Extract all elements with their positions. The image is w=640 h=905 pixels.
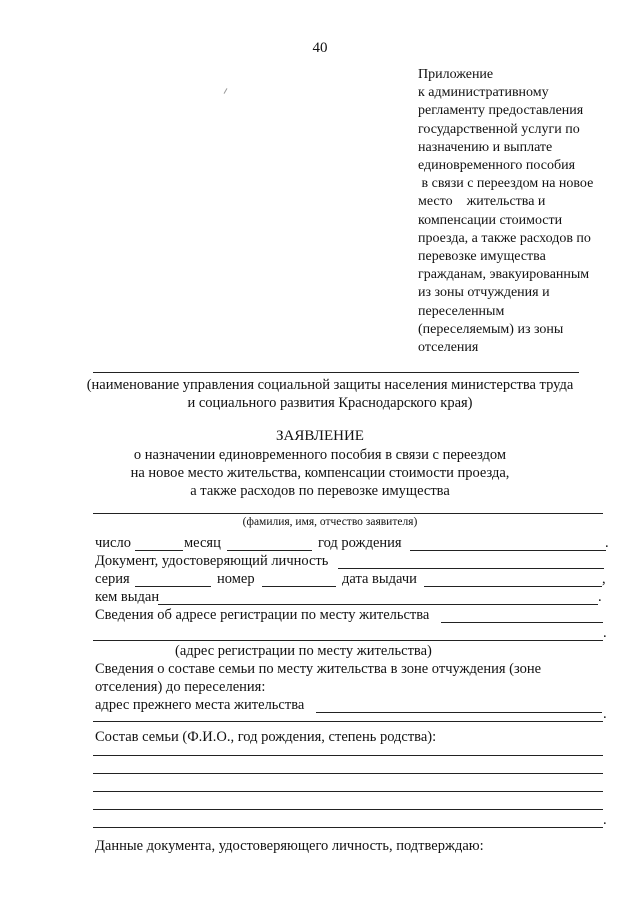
family-member-line[interactable] [93,827,603,828]
appendix-line: гражданам, эвакуированным [418,267,590,283]
prev-address-field-continued[interactable] [93,721,603,722]
series-label: серия [95,571,130,587]
birth-month-field[interactable] [227,550,312,551]
appendix-line: (переселяемым) из зоны [418,321,564,337]
appendix-line: переселенным [418,303,505,319]
appendix-line: компенсации стоимости [418,212,563,228]
appendix-line: регламенту предоставления [418,103,584,119]
birth-year-field[interactable] [410,550,606,551]
family-member-line[interactable] [93,791,603,792]
authority-line[interactable] [93,372,579,373]
appendix-line: к административному [418,85,549,101]
birth-day-label: число [95,535,131,551]
appendix-line: Приложение [418,67,494,82]
family-info-text: Сведения о составе семьи по месту жительства в зоне отчуждения (зоне [95,661,542,677]
page-number: 40 [312,40,328,56]
issue-date-field[interactable] [424,586,602,587]
family-composition-label: Состав семьи (Ф.И.О., год рождения, степень родства): [95,729,437,745]
birth-day-field[interactable] [135,550,183,551]
period-mark: . [598,589,602,605]
period-mark: . [603,625,607,641]
registration-caption: (адрес регистрации по месту жительства) [175,643,432,659]
family-member-line[interactable] [93,809,603,810]
authority-caption: и социального развития Краснодарского края) [187,395,473,411]
fio-field[interactable] [93,513,603,514]
comma-mark: , [602,571,606,587]
appendix-line: государственной услуги по [418,121,580,137]
number-label: номер [217,571,255,587]
id-document-label: Документ, удостоверяющий личность [95,553,329,569]
series-field[interactable] [135,586,211,587]
period-mark: . [603,706,607,722]
authority-caption: (наименование управления социальной защиты населения министерства труда [86,377,574,393]
appendix-line: единовременного пособия [418,158,576,174]
appendix-line: из зоны отчуждения и [418,285,550,301]
issued-by-label: кем выдан [95,589,160,605]
period-mark: . [603,812,607,828]
registration-label: Сведения об адресе регистрации по месту жительства [95,607,430,623]
family-info-text: отселения) до переселения: [95,679,266,695]
document-subtitle: а также расходов по перевозке имущества [190,483,450,499]
document-subtitle: на новое место жительства, компенсации стоимости проезда, [130,465,510,481]
appendix-line: перевозке имущества [418,249,546,265]
appendix-line: место жительства и [418,194,546,210]
pen-mark [224,88,228,94]
fio-caption: (фамилия, имя, отчество заявителя) [242,516,418,528]
issue-date-label: дата выдачи [342,571,417,587]
registration-field[interactable] [441,622,603,623]
prev-address-label: адрес прежнего места жительства [95,697,305,713]
confirm-label: Данные документа, удостоверяющего личность, подтверждаю: [95,838,484,854]
family-member-line[interactable] [93,773,603,774]
birth-month-label: месяц [184,535,221,551]
appendix-line: проезда, а также расходов по [418,230,591,246]
prev-address-field[interactable] [316,712,602,713]
family-member-line[interactable] [93,755,603,756]
document-title: ЗАЯВЛЕНИЕ [276,428,364,444]
appendix-line: отселения [418,340,479,356]
issued-by-field[interactable] [158,604,598,605]
document-subtitle: о назначении единовременного пособия в связи с переездом [133,447,507,463]
id-document-field[interactable] [338,568,604,569]
appendix-line: в связи с переездом на новое [418,176,594,192]
birth-year-label: год рождения [318,535,402,551]
period-mark: . [605,535,609,551]
appendix-line: назначению и выплате [418,139,553,155]
number-field[interactable] [262,586,336,587]
appendix-block [418,66,593,357]
registration-field-continued[interactable] [93,640,603,641]
